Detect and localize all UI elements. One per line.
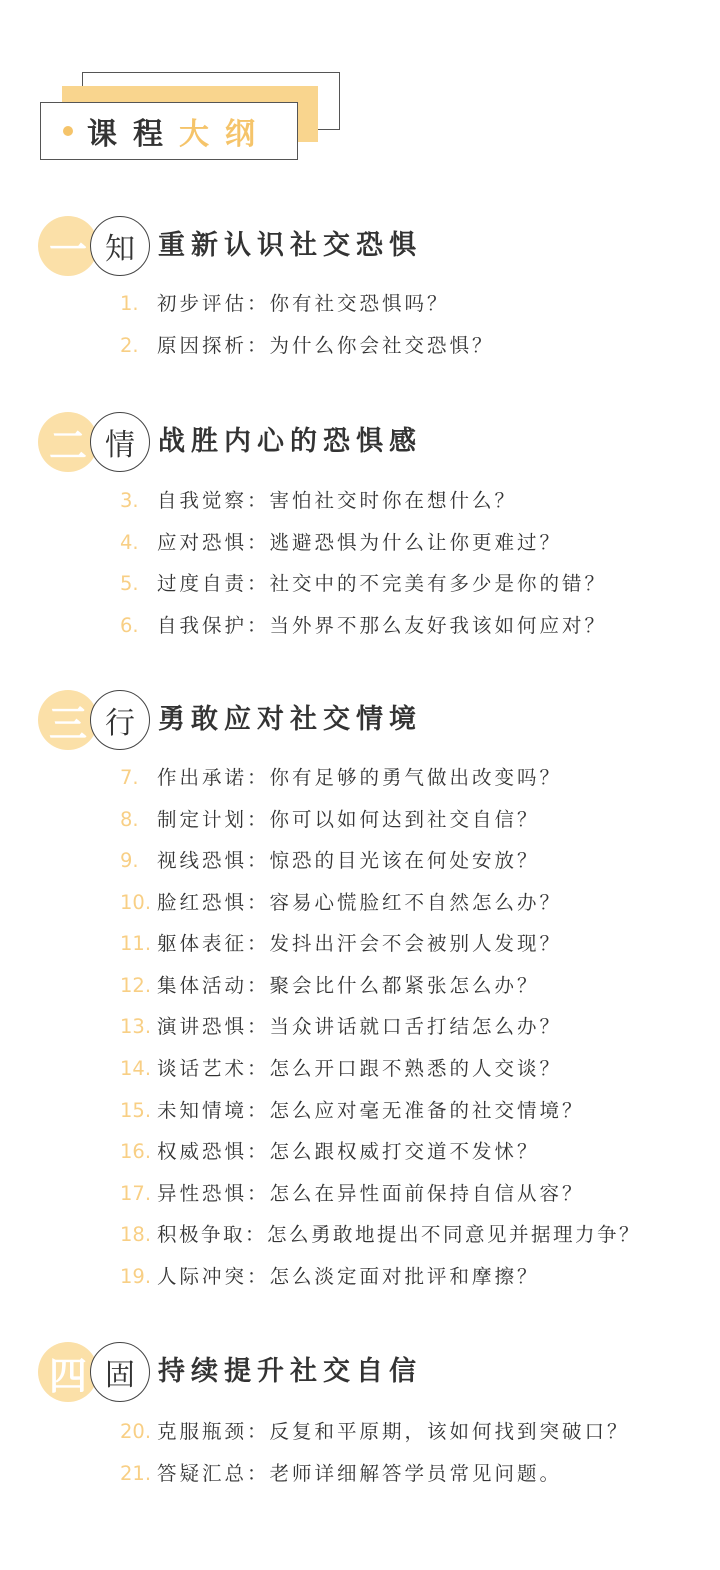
item-label: 未知情境： [157, 1099, 270, 1122]
list-item [120, 611, 607, 641]
item-label: 制定计划： [157, 808, 270, 831]
item-label: 脸红恐惧： [157, 891, 270, 914]
item-text: 当众讲话就口舌打结怎么办？ [269, 1015, 563, 1038]
item-number: 9. [120, 849, 139, 872]
item-number: 18. [120, 1223, 152, 1246]
item-label: 自我保护： [157, 614, 270, 637]
section-3-header [38, 690, 638, 750]
list-item [120, 528, 562, 558]
item-number: 13. [120, 1015, 152, 1038]
item-label: 应对恐惧： [157, 531, 270, 554]
list-item [120, 1179, 585, 1209]
item-label: 躯体表征： [157, 932, 270, 955]
list-item [120, 1417, 630, 1447]
section-char-badge: 行 [90, 690, 150, 750]
item-label: 克服瓶颈： [157, 1420, 270, 1443]
list-item [120, 1459, 562, 1489]
item-text: 害怕社交时你在想什么？ [269, 489, 518, 512]
section-title: 重新认识社交恐惧 [158, 230, 422, 261]
item-label: 自我觉察： [157, 489, 270, 512]
item-number: 20. [120, 1420, 152, 1443]
item-text: 怎么在异性面前保持自信从容？ [269, 1182, 585, 1205]
list-item [120, 486, 517, 516]
item-label: 人际冲突： [157, 1265, 270, 1288]
item-number: 15. [120, 1099, 152, 1122]
list-item [120, 1096, 585, 1126]
item-number: 10. [120, 891, 152, 914]
item-label: 异性恐惧： [157, 1182, 270, 1205]
item-label: 积极争取： [157, 1223, 268, 1246]
item-text: 你有社交恐惧吗？ [269, 292, 450, 315]
item-text: 你可以如何达到社交自信？ [269, 808, 540, 831]
item-label: 答疑汇总： [157, 1462, 270, 1485]
item-number: 21. [120, 1462, 152, 1485]
item-text: 怎么勇敢地提出不同意见并据理力争？ [267, 1223, 642, 1246]
item-number: 4. [120, 531, 139, 554]
page-title [87, 109, 271, 153]
list-item [120, 1262, 540, 1292]
section-number-badge: 三 [38, 690, 98, 750]
list-item [120, 569, 607, 599]
page-title-accent: 大纲 [179, 117, 271, 152]
item-text: 发抖出汗会不会被别人发现？ [269, 932, 563, 955]
item-number: 5. [120, 572, 139, 595]
item-number: 12. [120, 974, 152, 997]
section-char-badge: 固 [90, 1342, 150, 1402]
item-number: 1. [120, 292, 139, 315]
list-item [120, 331, 495, 361]
section-4-header [38, 1342, 638, 1402]
item-label: 权威恐惧： [157, 1140, 270, 1163]
list-item [120, 289, 450, 319]
item-text: 逃避恐惧为什么让你更难过？ [269, 531, 563, 554]
item-label: 集体活动： [157, 974, 270, 997]
item-number: 19. [120, 1265, 152, 1288]
item-text: 聚会比什么都紧张怎么办？ [269, 974, 540, 997]
item-number: 14. [120, 1057, 152, 1080]
item-number: 17. [120, 1182, 152, 1205]
item-text: 当外界不那么友好我该如何应对？ [269, 614, 608, 637]
section-char-badge: 情 [90, 412, 150, 472]
section-title: 持续提升社交自信 [158, 1356, 422, 1387]
list-item [120, 971, 540, 1001]
item-text: 为什么你会社交恐惧？ [269, 334, 495, 357]
item-number: 2. [120, 334, 139, 357]
list-item [120, 1220, 641, 1250]
item-label: 过度自责： [157, 572, 270, 595]
item-label: 原因探析： [157, 334, 270, 357]
item-text: 怎么应对毫无准备的社交情境？ [269, 1099, 585, 1122]
list-item [120, 1137, 540, 1167]
item-label: 谈话艺术： [157, 1057, 270, 1080]
section-number-badge: 一 [38, 216, 98, 276]
list-item [120, 1054, 562, 1084]
page-title-dark: 课程 [87, 117, 179, 152]
section-number-badge: 四 [38, 1342, 98, 1402]
item-label: 初步评估： [157, 292, 270, 315]
list-item [120, 1012, 562, 1042]
section-1-header [38, 216, 638, 276]
list-item [120, 888, 562, 918]
section-2-header [38, 412, 638, 472]
item-text: 社交中的不完美有多少是你的错？ [269, 572, 608, 595]
item-number: 16. [120, 1140, 152, 1163]
item-label: 作出承诺： [157, 766, 270, 789]
bullet-dot-icon [63, 126, 73, 136]
item-text: 怎么开口跟不熟悉的人交谈？ [269, 1057, 563, 1080]
section-number-badge: 二 [38, 412, 98, 472]
item-text: 容易心慌脸红不自然怎么办？ [269, 891, 563, 914]
item-number: 6. [120, 614, 139, 637]
item-text: 老师详细解答学员常见问题。 [269, 1462, 563, 1485]
item-text: 怎么跟权威打交道不发怵？ [269, 1140, 540, 1163]
item-text: 反复和平原期，该如何找到突破口？ [269, 1420, 630, 1443]
list-item [120, 929, 562, 959]
course-outline-header [40, 72, 342, 160]
header-front-frame [40, 102, 298, 160]
item-number: 3. [120, 489, 139, 512]
item-number: 8. [120, 808, 139, 831]
item-label: 视线恐惧： [157, 849, 270, 872]
list-item [120, 763, 562, 793]
item-text: 怎么淡定面对批评和摩擦？ [269, 1265, 540, 1288]
item-text: 惊恐的目光该在何处安放？ [269, 849, 540, 872]
section-char-badge: 知 [90, 216, 150, 276]
section-title: 战胜内心的恐惧感 [158, 426, 422, 457]
list-item [120, 805, 540, 835]
item-text: 你有足够的勇气做出改变吗？ [269, 766, 563, 789]
item-number: 11. [120, 932, 152, 955]
list-item [120, 846, 540, 876]
section-title: 勇敢应对社交情境 [158, 704, 422, 735]
item-label: 演讲恐惧： [157, 1015, 270, 1038]
item-number: 7. [120, 766, 139, 789]
